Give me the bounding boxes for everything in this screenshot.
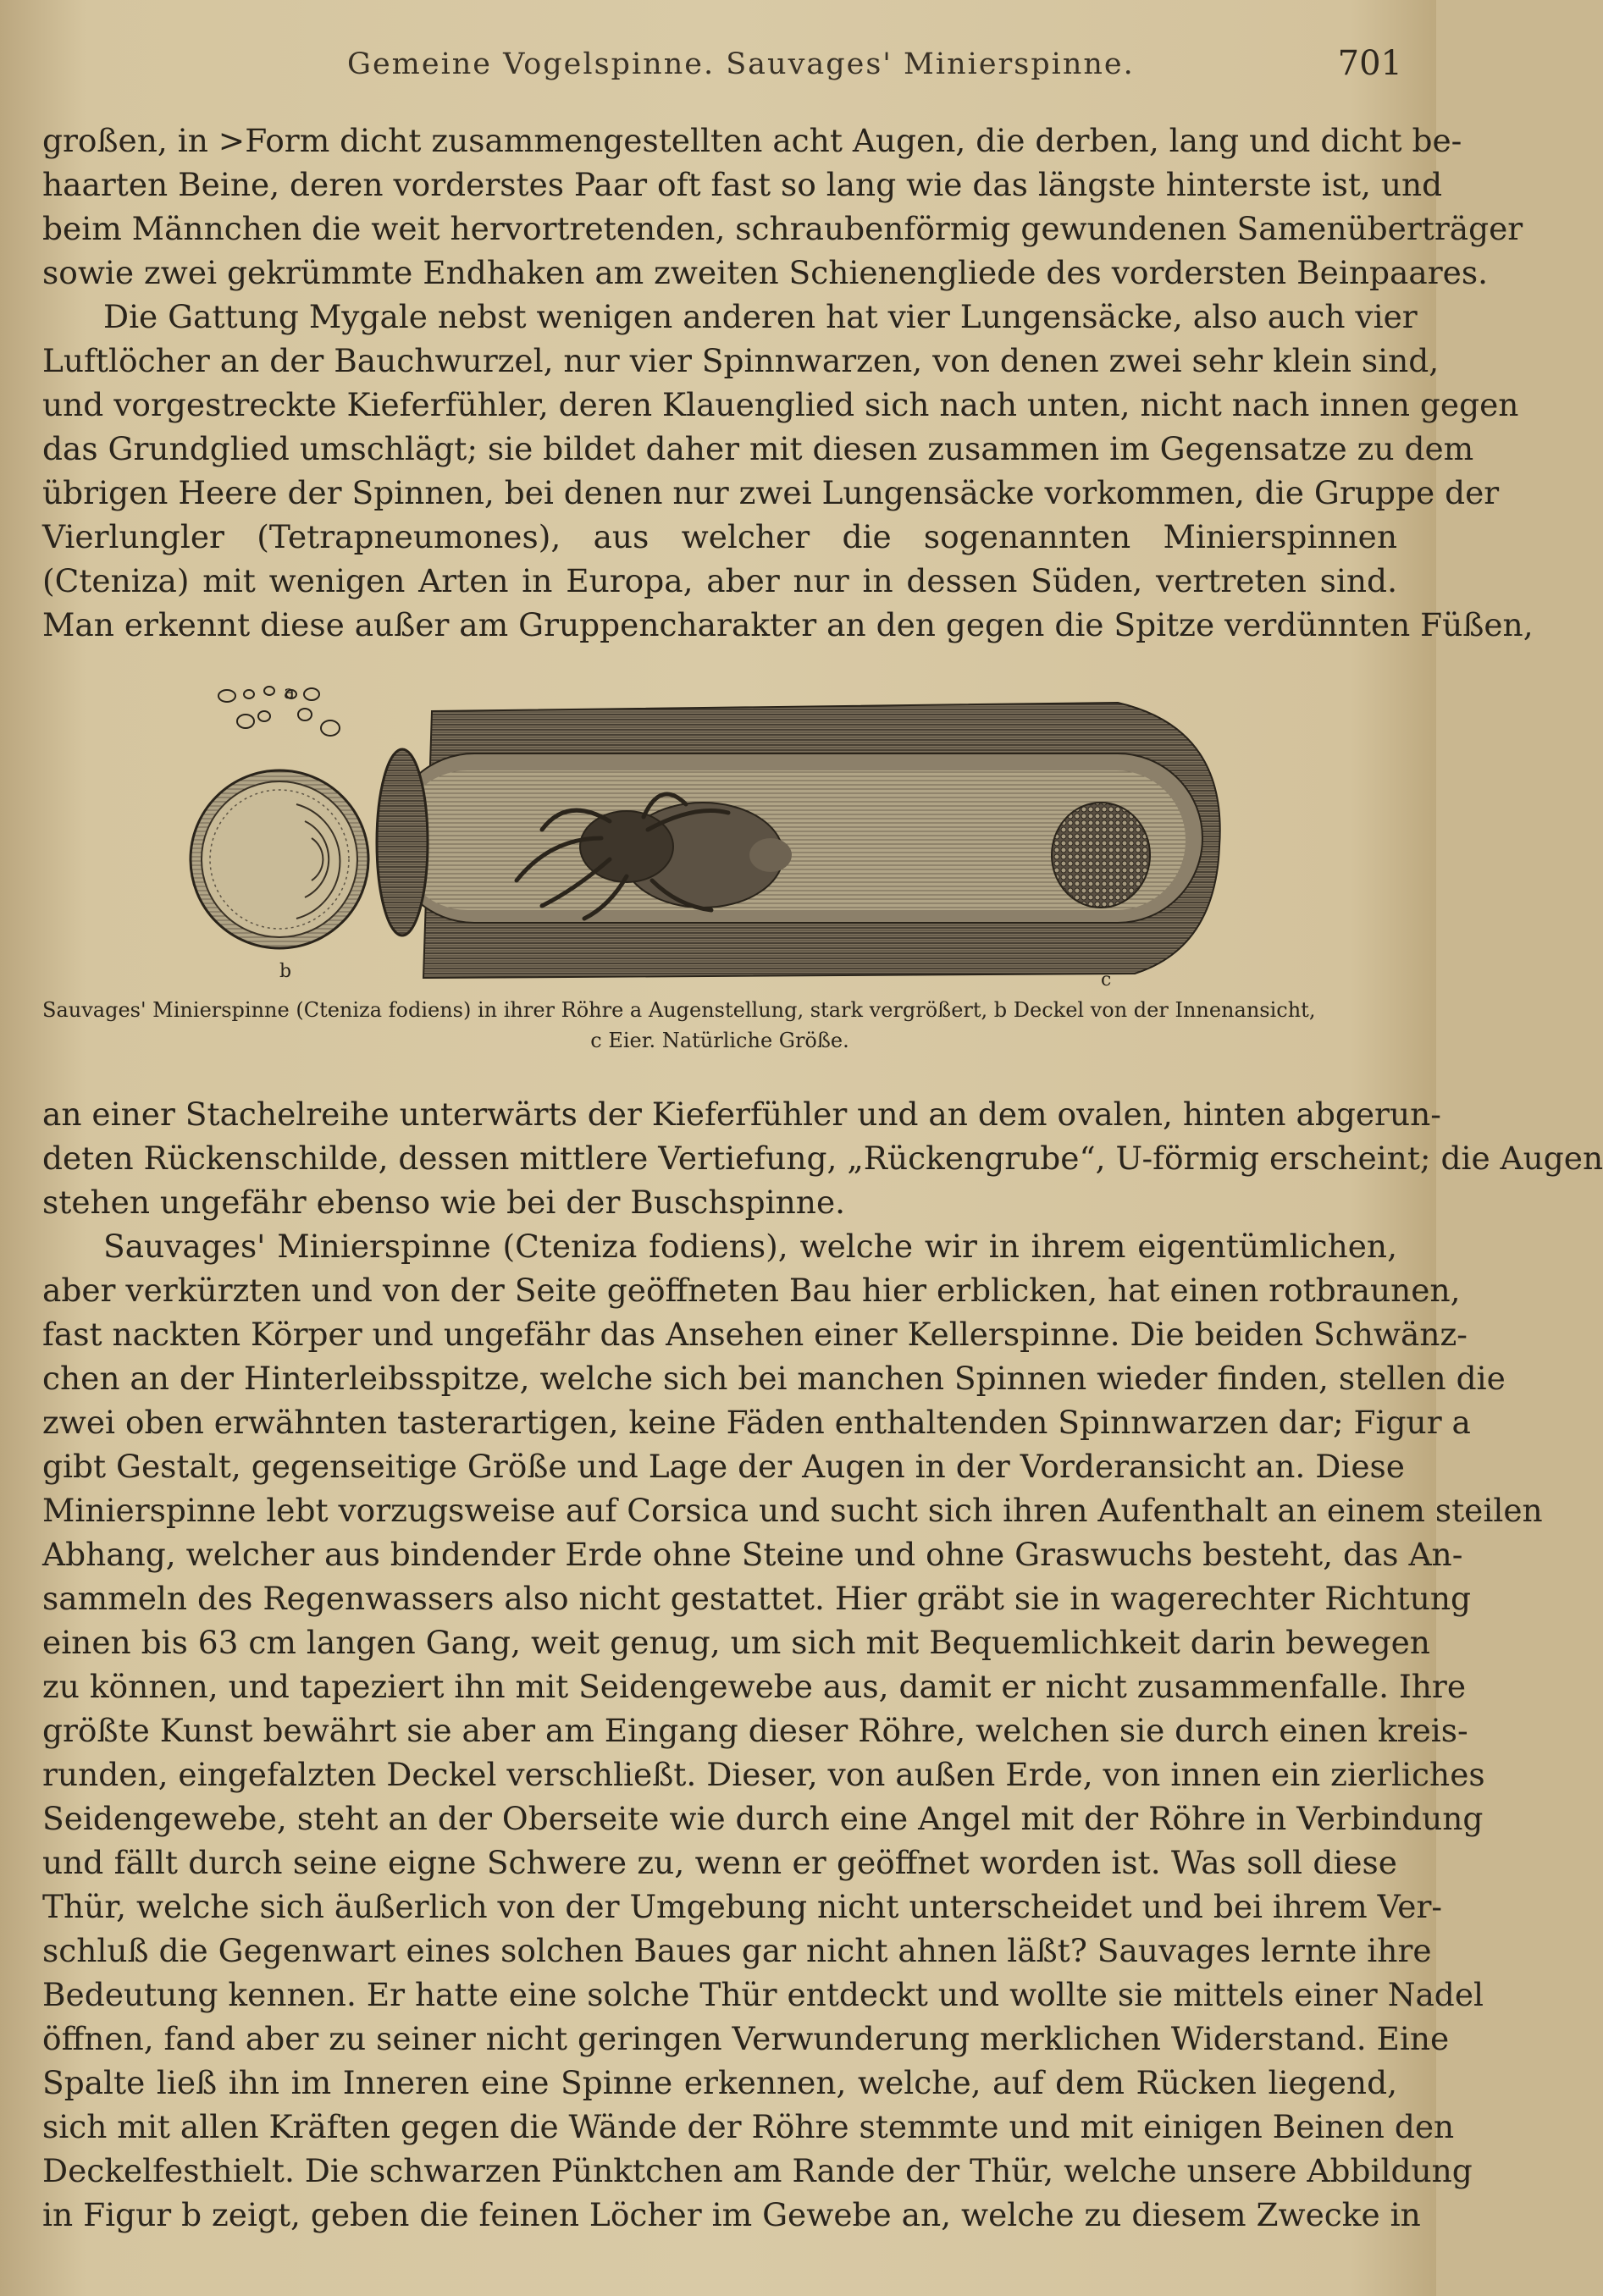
paragraph-block-bottom xyxy=(42,1092,1603,2237)
text-line: stehen ungefähr ebenso wie bei der Buschspinne. xyxy=(42,1184,846,1221)
text-line: aber verkürzten und von der Seite geöffneten Bau hier erblicken, hat einen rotbraunen, xyxy=(42,1272,1461,1309)
text-line: Die Gattung Mygale nebst wenigen anderen hat vier Lungensäcke, also auch vier xyxy=(103,298,1418,335)
burrow-lid-figure-b xyxy=(191,770,368,948)
text-line: zwei oben erwähnten tasterartigen, keine Fäden enthaltenden Spinnwarzen dar; Figur a xyxy=(42,1404,1471,1441)
text-line: Luftlöcher an der Bauchwurzel, nur vier Spinnwarzen, von denen zwei sehr klein sind, xyxy=(42,342,1440,379)
text-line: Thür, welche sich äußerlich von der Umgebung nicht unterscheidet und bei ihrem Ver- xyxy=(42,1888,1443,1925)
text-line: sich mit allen Kräften gegen die Wände der Röhre stemmte und mit einigen Beinen den xyxy=(42,2108,1455,2145)
engraving-illustration xyxy=(186,677,1253,991)
text-line: zu können, und tapeziert ihn mit Seidengewebe aus, damit er nicht zusammenfalle. Ihre xyxy=(42,1668,1467,1705)
text-line: das Grundglied umschlägt; sie bildet daher mit diesen zusammen im Gegensatze zu dem xyxy=(42,430,1474,467)
figure-caption xyxy=(42,995,1397,1056)
caption-line: Sauvages' Minierspinne (Cteniza fodiens) in ihrer Röhre a Augenstellung, stark vergrößert, b Deckel von der Innenansicht, xyxy=(42,998,1316,1022)
text-line: gibt Gestalt, gegenseitige Größe und Lage der Augen in der Vorderansicht an. Diese xyxy=(42,1448,1405,1485)
running-head-title: Gemeine Vogelspinne. Sauvages' Minierspinne. xyxy=(347,47,1135,81)
illustration-trapdoor-spider-burrow xyxy=(186,677,1253,991)
text-line: deten Rückenschilde, dessen mittlere Vertiefung, „Rückengrube“, U-förmig erscheint; die Augen xyxy=(42,1140,1603,1177)
text-line: Seidengewebe, steht an der Oberseite wie durch eine Angel mit der Röhre in Verbindung xyxy=(42,1800,1484,1837)
text-line: Spalte ließ ihn im Inneren eine Spinne erkennen, welche, auf dem Rücken liegend, xyxy=(42,2064,1397,2101)
text-line: öffnen, fand aber zu seiner nicht geringen Verwunderung merklichen Widerstand. Eine xyxy=(42,2020,1450,2057)
text-line: runden, eingefalzten Deckel verschließt. Dieser, von außen Erde, von innen ein zierliches xyxy=(42,1756,1485,1793)
running-head xyxy=(0,41,1436,100)
text-line: fast nackten Körper und ungefähr das Ansehen einer Kellerspinne. Die beiden Schwänz- xyxy=(42,1316,1468,1353)
text-line: an einer Stachelreihe unterwärts der Kieferfühler und an dem ovalen, hinten abgerun- xyxy=(42,1096,1441,1133)
text-line: sammeln des Regenwassers also nicht gestattet. Hier gräbt sie in wagerechter Richtung xyxy=(42,1580,1472,1617)
text-line: Sauvages' Minierspinne (Cteniza fodiens), welche wir in ihrem eigentümlichen, xyxy=(103,1228,1397,1265)
text-line: Minierspinne lebt vorzugsweise auf Corsica und sucht sich ihren Aufenthalt an einem steilen xyxy=(42,1492,1543,1529)
egg-cluster-figure-c xyxy=(1052,803,1150,908)
text-line: übrigen Heere der Spinnen, bei denen nur zwei Lungensäcke vorkommen, die Gruppe der xyxy=(42,474,1500,511)
paragraph-block-top xyxy=(42,119,1534,647)
text-line: großen, in >Form dicht zusammengestellten acht Augen, die derben, lang und dicht be- xyxy=(42,122,1462,159)
text-line: und vorgestreckte Kieferfühler, deren Klauenglied sich nach unten, nicht nach innen gegen xyxy=(42,386,1519,423)
text-line: sowie zwei gekrümmte Endhaken am zweiten Schienengliede des vordersten Beinpaares. xyxy=(42,254,1489,291)
figure-label-c: c xyxy=(1101,969,1112,991)
page-number: 701 xyxy=(1337,44,1402,83)
text-line: schluß die Gegenwart eines solchen Baues gar nicht ahnen läßt? Sauvages lernte ihre xyxy=(42,1932,1432,1969)
eye-arrangement-figure-a xyxy=(218,687,340,736)
text-line: einen bis 63 cm langen Gang, weit genug, um sich mit Bequemlichkeit darin bewegen xyxy=(42,1624,1430,1661)
text-line: beim Männchen die weit hervortretenden, schraubenförmig gewundenen Samenüberträger xyxy=(42,210,1523,247)
text-line: Abhang, welcher aus bindender Erde ohne Steine und ohne Graswuchs besteht, das An- xyxy=(42,1536,1463,1573)
text-line: und fällt durch seine eigne Schwere zu, wenn er geöffnet worden ist. Was soll diese xyxy=(42,1844,1397,1881)
text-line: Deckelfesthielt. Die schwarzen Pünktchen am Rande der Thür, welche unsere Abbildung xyxy=(42,2152,1473,2189)
text-line: (Cteniza) mit wenigen Arten in Europa, aber nur in dessen Süden, vertreten sind. xyxy=(42,562,1397,599)
text-line: Man erkennt diese außer am Gruppencharakter an den gegen die Spitze verdünnten Füßen, xyxy=(42,606,1534,643)
text-line: Bedeutung kennen. Er hatte eine solche Thür entdeckt und wollte sie mittels einer Nadel xyxy=(42,1976,1484,2013)
text-line: größte Kunst bewährt sie aber am Eingang dieser Röhre, welchen sie durch einen kreis- xyxy=(42,1712,1468,1749)
text-line: Vierlungler (Tetrapneumones), aus welcher die sogenannten Minierspinnen xyxy=(42,518,1397,555)
text-line: chen an der Hinterleibsspitze, welche sich bei manchen Spinnen wieder finden, stellen die xyxy=(42,1360,1506,1397)
text-line: haarten Beine, deren vorderstes Paar oft fast so lang wie das längste hinterste ist, und xyxy=(42,166,1443,203)
caption-line: c Eier. Natürliche Größe. xyxy=(590,1029,849,1052)
figure-label-b: b xyxy=(279,961,292,982)
figure-label-a: a xyxy=(284,682,296,704)
text-line: in Figur b zeigt, geben die feinen Löcher im Gewebe an, welche zu diesem Zwecke in xyxy=(42,2196,1421,2233)
